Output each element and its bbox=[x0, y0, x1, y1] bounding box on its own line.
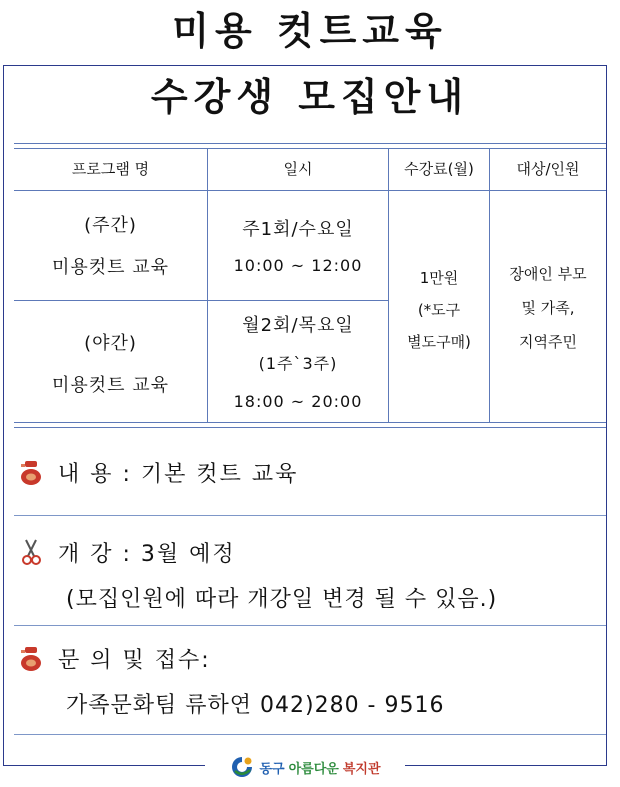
section-divider bbox=[14, 515, 606, 516]
program-name: 미용컷트 교육 bbox=[51, 257, 170, 278]
fee-amount: 1만원 bbox=[419, 269, 459, 287]
schedule-weeks: (1주`3주) bbox=[258, 354, 338, 373]
target-line: 지역주민 bbox=[519, 333, 577, 351]
contact-detail: 가족문화팀 류하연 042)280 - 9516 bbox=[66, 693, 445, 718]
program-type: (야간) bbox=[84, 333, 137, 354]
contact-label: 문 의 및 접수: bbox=[58, 647, 211, 673]
schedule-time: 10:00 ~ 12:00 bbox=[233, 256, 363, 275]
row-divider bbox=[14, 300, 388, 301]
section-divider bbox=[14, 734, 606, 735]
schedule-day: 주1회/수요일 bbox=[242, 219, 354, 240]
table-top-rule bbox=[14, 143, 606, 149]
section-course bbox=[18, 532, 236, 572]
org-logo-icon bbox=[229, 755, 255, 779]
org-logo bbox=[205, 752, 405, 782]
hair-dryer-icon bbox=[18, 644, 44, 672]
page-title: 미용 컷트교육 bbox=[0, 6, 620, 56]
scissors-icon bbox=[18, 538, 44, 566]
schedule-time: 18:00 ~ 20:00 bbox=[233, 392, 363, 411]
hair-dryer-icon bbox=[18, 458, 44, 486]
org-name-part: 동구 bbox=[259, 761, 285, 777]
fee-note: (*도구 bbox=[417, 301, 461, 319]
header-rule bbox=[14, 190, 606, 191]
header-target: 대상/인원 bbox=[516, 160, 580, 178]
target-line: 장애인 부모 bbox=[509, 265, 587, 283]
course-note: (모집인원에 따라 개강일 변경 될 수 있음.) bbox=[66, 587, 498, 612]
header-schedule: 일시 bbox=[283, 160, 313, 178]
org-name-part: 아름다운 bbox=[288, 761, 339, 777]
section-contact bbox=[18, 638, 211, 678]
section-content bbox=[18, 452, 298, 492]
header-program: 프로그램 명 bbox=[71, 160, 150, 178]
schedule-day: 월2회/목요일 bbox=[242, 315, 354, 336]
fee-note: 별도구매) bbox=[407, 333, 471, 351]
page-subtitle: 수강생 모집안내 bbox=[120, 72, 500, 122]
content-label: 내 용 : 기본 컷트 교육 bbox=[58, 461, 299, 487]
course-label: 개 강 : 3월 예정 bbox=[58, 541, 236, 567]
table-bottom-rule bbox=[14, 422, 606, 428]
program-type: (주간) bbox=[84, 215, 137, 236]
org-name-part: 복지관 bbox=[342, 761, 381, 777]
header-fee: 수강료(월) bbox=[404, 160, 474, 178]
program-name: 미용컷트 교육 bbox=[51, 375, 170, 396]
section-divider bbox=[14, 625, 606, 626]
target-line: 및 가족, bbox=[521, 299, 575, 317]
